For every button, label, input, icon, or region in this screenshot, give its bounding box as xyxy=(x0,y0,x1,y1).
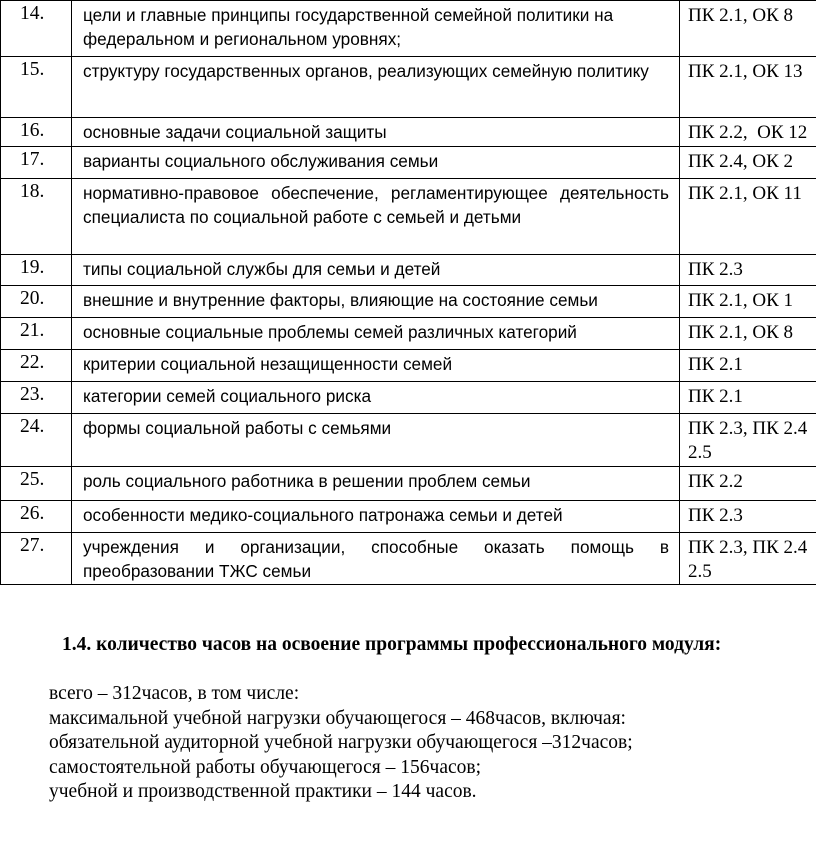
table-row xyxy=(1,57,816,118)
row-description: типы социальной службы для семьи и детей xyxy=(72,255,680,286)
row-description: нормативно-правовое обеспечение, регламентирующее деятельность специалиста по социальной работе с семьей и детьми xyxy=(72,179,680,255)
row-description: цели и главные принципы государственной семейной политики на федеральном и региональном уровнях; xyxy=(72,1,680,57)
row-number: 26. xyxy=(1,501,72,533)
table-row xyxy=(1,1,816,57)
section-heading: 1.4. количество часов на освоение программы профессионального модуля: xyxy=(62,634,722,655)
row-number: 14. xyxy=(1,1,72,57)
hours-list xyxy=(49,682,633,805)
row-number: 23. xyxy=(1,382,72,414)
row-description: особенности медико-социального патронажа семьи и детей xyxy=(72,501,680,533)
row-competency-code: ПК 2.1, ОК 8 xyxy=(680,318,816,350)
row-competency-code: ПК 2.2 xyxy=(680,467,816,501)
row-number: 16. xyxy=(1,118,72,147)
table-row xyxy=(1,286,816,318)
row-competency-code: ПК 2.1, ОК 8 xyxy=(680,1,816,57)
row-description: категории семей социального риска xyxy=(72,382,680,414)
row-number: 22. xyxy=(1,350,72,382)
table-row xyxy=(1,147,816,179)
table-row xyxy=(1,318,816,350)
table-row xyxy=(1,414,816,467)
table-row xyxy=(1,255,816,286)
row-number: 17. xyxy=(1,147,72,179)
row-competency-code: ПК 2.1, ОК 1 xyxy=(680,286,816,318)
table-row xyxy=(1,118,816,147)
row-description: учреждения и организации, способные оказать помощь в преобразовании ТЖС семьи xyxy=(72,533,680,585)
row-number: 19. xyxy=(1,255,72,286)
table-row xyxy=(1,533,816,585)
row-number: 20. xyxy=(1,286,72,318)
table-row xyxy=(1,382,816,414)
row-competency-code: ПК 2.1 xyxy=(680,382,816,414)
row-description: варианты социального обслуживания семьи xyxy=(72,147,680,179)
row-competency-code: ПК 2.3 xyxy=(680,255,816,286)
row-competency-code: ПК 2.3, ПК 2.4 2.5 xyxy=(680,414,816,467)
row-description: основные социальные проблемы семей различных категорий xyxy=(72,318,680,350)
row-description: роль социального работника в решении проблем семьи xyxy=(72,467,680,501)
row-competency-code: ПК 2.1, ОК 13 xyxy=(680,57,816,118)
row-competency-code: ПК 2.1 xyxy=(680,350,816,382)
row-description: критерии социальной незащищенности семей xyxy=(72,350,680,382)
row-number: 21. xyxy=(1,318,72,350)
row-number: 24. xyxy=(1,414,72,467)
row-description: основные задачи социальной защиты xyxy=(72,118,680,147)
row-description: формы социальной работы с семьями xyxy=(72,414,680,467)
row-number: 15. xyxy=(1,57,72,118)
table-row xyxy=(1,501,816,533)
row-number: 18. xyxy=(1,179,72,255)
row-competency-code: ПК 2.1, ОК 11 xyxy=(680,179,816,255)
row-description: структуру государственных органов, реализующих семейную политику xyxy=(72,57,680,118)
row-number: 27. xyxy=(1,533,72,585)
competency-table-body xyxy=(1,1,816,585)
hours-line-classroom: обязательной аудиторной учебной нагрузки обучающегося –312часов; xyxy=(49,732,633,753)
row-description: внешние и внутренние факторы, влияющие на состояние семьи xyxy=(72,286,680,318)
table-row xyxy=(1,179,816,255)
hours-line-max-load: максимальной учебной нагрузки обучающегося – 468часов, включая: xyxy=(49,707,626,729)
hours-line-self-study: самостоятельной работы обучающегося – 156часов; xyxy=(49,756,481,778)
row-competency-code: ПК 2.3, ПК 2.4 2.5 xyxy=(680,533,816,585)
row-competency-code: ПК 2.4, ОК 2 xyxy=(680,147,816,179)
table-row xyxy=(1,350,816,382)
table-row xyxy=(1,467,816,501)
row-competency-code: ПК 2.2, ОК 12 xyxy=(680,118,816,147)
hours-line-practice: учебной и производственной практики – 144 часов. xyxy=(49,781,477,802)
row-competency-code: ПК 2.3 xyxy=(680,501,816,533)
row-number: 25. xyxy=(1,467,72,501)
hours-line-total: всего – 312часов, в том числе: xyxy=(49,683,300,704)
